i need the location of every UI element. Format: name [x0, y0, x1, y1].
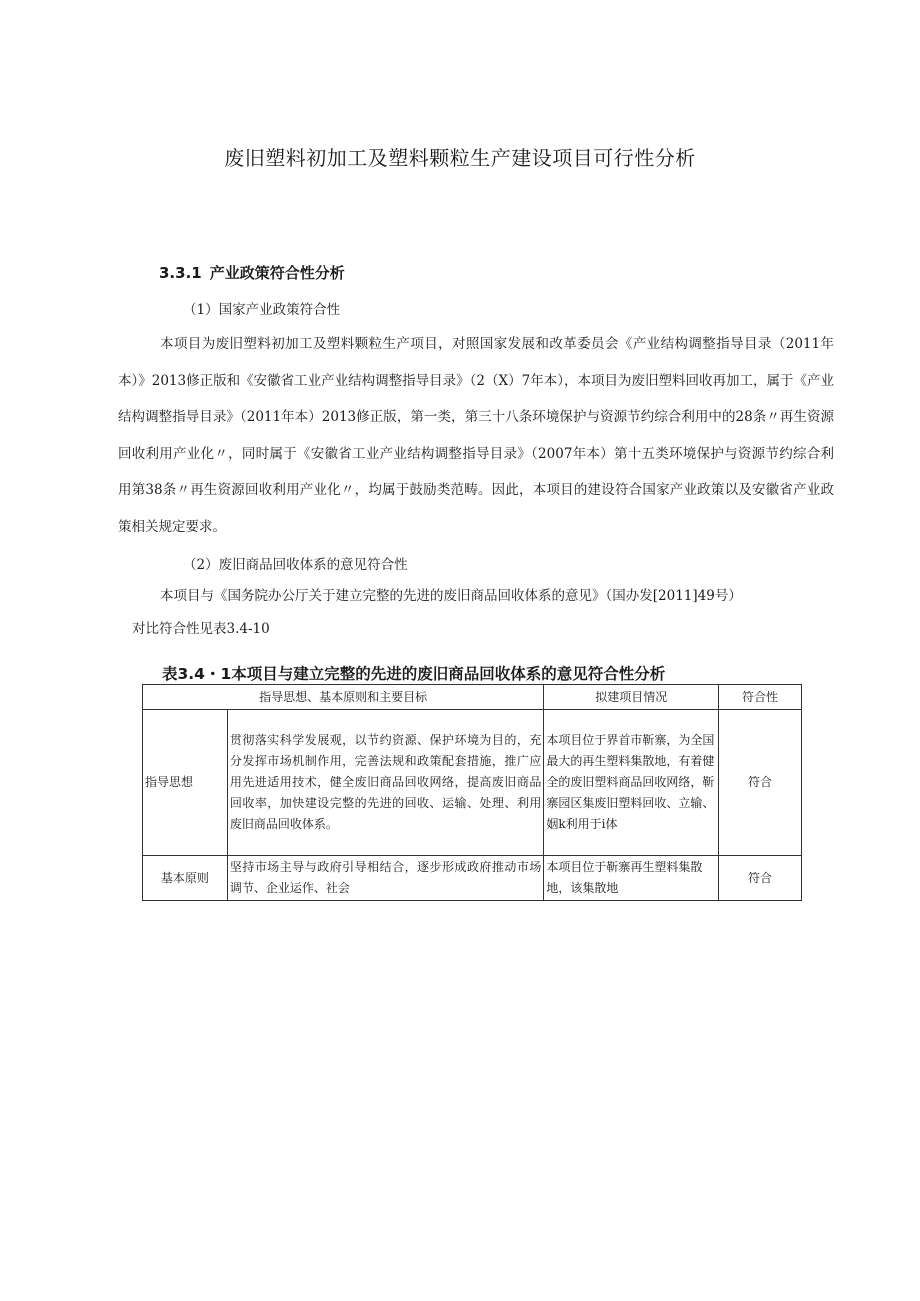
document-title: 废旧塑料初加工及塑料颗粒生产建设项目可行性分析 [224, 146, 696, 170]
subheading-recycling-opinion: （2）废旧商品回收体系的意见符合性 [183, 557, 408, 573]
section-number: 3.3.1 [159, 264, 202, 282]
row-compliance: 符合 [719, 856, 802, 901]
table-header-row [143, 685, 802, 710]
row-project: 本项目位于靳寨再生塑料集散地，该集散地 [544, 856, 719, 901]
section-heading [159, 262, 345, 283]
paragraph-line: 对比符合性见表3.4-10 [132, 621, 270, 637]
table-row [143, 710, 802, 856]
paragraph-national-policy: 本项目为废旧塑料初加工及塑料颗粒生产项目，对照国家发展和改革委员会《产业结构调整指导目录（2011年本）》2013修正版和《安徽省工业产业结构调整指导目录》（2（X）7年本），本项目为废旧塑料回收再加工，属于《产业结构调整指导目录》（2011年本）2013修正版，第一类，第三十八条环境保护与资源节约综合利用中的28条〃再生资源回收利用产业化〃，同时属于《安徽省工业产业结构调整指导目录》（2007年本）第十五类环境保护与资源节约综合利用第38条〃再生资源回收利用产业化〃，均属于鼓励类范畴。因此，本项目的建设符合国家产业政策以及安徽省产业政策相关规定要求。 [118, 336, 834, 535]
header-compliance: 符合性 [719, 685, 802, 710]
subheading-national-policy: （1）国家产业政策符合性 [183, 302, 341, 318]
table-row [143, 856, 802, 901]
row-content: 坚持市场主导与政府引导相结合，逐步形成政府推动市场调节、企业运作、社会 [227, 856, 543, 901]
row-compliance: 符合 [719, 710, 802, 856]
row-content: 贯彻落实科学发展观，以节约资源、保护环境为目的，充分发挥市场机制作用，完善法规和政策配套措施，推广应用先进适用技术，健全废旧商品回收网络，提高废旧商品回收率，加快建设完整的先进的回收、运输、处理、利用废旧商品回收体系。 [227, 710, 543, 856]
paragraph-recycling-opinion [118, 580, 848, 646]
header-project: 拟建项目情况 [544, 685, 719, 710]
row-project: 本项目位于界首市靳寨，为全国最大的再生塑料集散地，有着健全的废旧塑料商品回收网络，靳寨园区集废旧塑料回收、立输、姻k利用于i体 [544, 710, 719, 856]
row-aspect: 指导思想 [143, 710, 228, 856]
compliance-table [142, 684, 802, 901]
table-caption: 表3.4・1本项目与建立完整的先进的废旧商品回收体系的意见符合性分析 [162, 665, 666, 683]
section-title: 产业政策符合性分析 [209, 264, 345, 282]
row-aspect: 基本原则 [143, 856, 228, 901]
header-guidance: 指导思想、基本原则和主要目标 [143, 685, 544, 710]
paragraph-line: 本项目与《国务院办公厅关于建立完整的先进的废旧商品回收体系的意见》（国办发[2011]49号） [160, 588, 742, 604]
